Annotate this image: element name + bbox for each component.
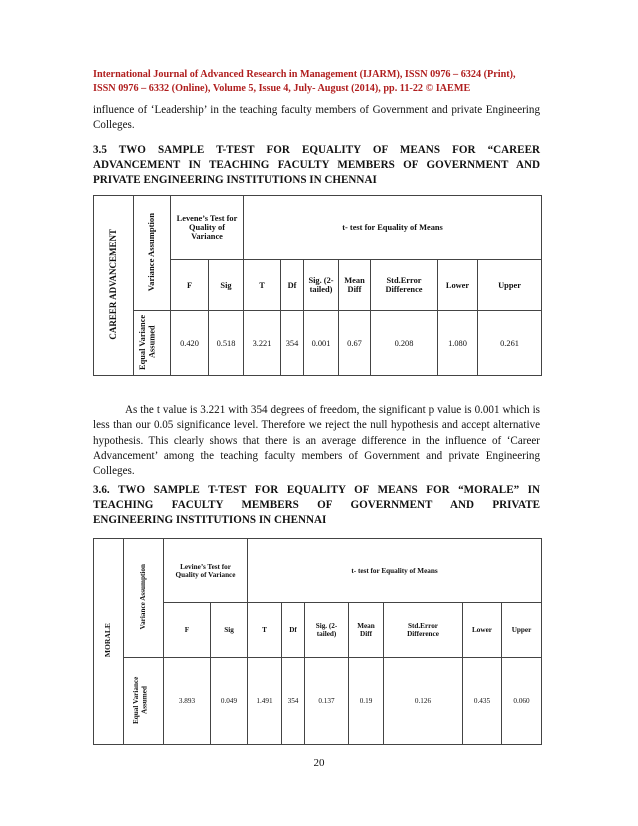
table2-value-lower: 0.435 <box>463 658 502 745</box>
table2-assumption-value: Equal Variance Assumed <box>131 676 148 724</box>
section-36-line2: TEACHING FACULTY MEMBERS OF GOVERNMENT AND PRIVATE <box>93 499 540 511</box>
morale-ttest-table <box>93 538 542 745</box>
table2-value-upper: 0.060 <box>502 658 542 745</box>
table2-col-f: F <box>164 603 211 658</box>
table2-value-std-error: 0.126 <box>384 658 463 745</box>
table2-ttest-header: t- test for Equality of Means <box>248 539 542 603</box>
table1-value-mean-diff: 0.67 <box>339 311 371 376</box>
table2-value-mean-diff: 0.19 <box>349 658 384 745</box>
table2-row-label-cell <box>94 539 124 745</box>
table1-col-std-error: Std.Error Difference <box>371 260 438 311</box>
table1-value-t: 3.221 <box>244 311 281 376</box>
career-advancement-ttest-table <box>93 195 542 376</box>
page-number: 20 <box>313 757 325 769</box>
table2-row-label: MORALE <box>103 623 113 658</box>
section-35-line3: PRIVATE ENGINEERING INSTITUTIONS IN CHENNAI <box>93 174 377 186</box>
table1-assumption-header-cell <box>134 196 171 311</box>
table1-row-label: CAREER ADVANCEMENT <box>108 229 119 340</box>
interpretation-paragraph: As the t value is 3.221 with 354 degrees of freedom, the significant p value is 0.001 which is less than our 0.05 significance level. Therefore we reject the null hypothesis and accept alternative hypothesis. This clearly shows that there is an average difference in the influence of ‘Career Advancement’ among the teaching faculty members of Government and private Engineering Colleges. <box>93 404 540 478</box>
table2-col-t: T <box>248 603 282 658</box>
section-36-line1: 3.6. TWO SAMPLE T-TEST FOR EQUALITY OF MEANS FOR “MORALE” IN <box>93 484 540 496</box>
journal-header-line2: ISSN 0976 – 6332 (Online), Volume 5, Issue 4, July- August (2014), pp. 11-22 © IAEME <box>93 83 471 94</box>
table1-col-df: Df <box>281 260 304 311</box>
table2-col-sig2: Sig. (2-tailed) <box>305 603 349 658</box>
table1-col-f: F <box>171 260 209 311</box>
table2-col-df: Df <box>282 603 305 658</box>
table2-assumption-header: Variance Assumption <box>139 564 148 630</box>
table1-row-label-cell <box>94 196 134 376</box>
table1-col-lower: Lower <box>438 260 478 311</box>
table1-col-sig: Sig <box>209 260 244 311</box>
section-36-line3: ENGINEERING INSTITUTIONS IN CHENNAI <box>93 514 327 526</box>
journal-header-line1: International Journal of Advanced Research in Management (IJARM), ISSN 0976 – 6324 (Print), <box>93 69 516 80</box>
table1-value-sig: 0.518 <box>209 311 244 376</box>
table2-assumption-value-cell <box>124 658 164 745</box>
table1-assumption-value: Equal Variance Assumed <box>138 314 157 370</box>
table2-levene-header: Levine’s Test for Quality of Variance <box>164 539 248 603</box>
journal-header <box>93 68 540 96</box>
table1-col-upper: Upper <box>478 260 542 311</box>
table2-value-df: 354 <box>282 658 305 745</box>
table1-value-df: 354 <box>281 311 304 376</box>
table1-value-std-error: 0.208 <box>371 311 438 376</box>
table2-value-f: 3.893 <box>164 658 211 745</box>
table1-value-upper: 0.261 <box>478 311 542 376</box>
table1-col-sig2: Sig. (2-tailed) <box>304 260 339 311</box>
table1-levene-header: Levene’s Test for Quality of Variance <box>171 196 244 260</box>
intro-paragraph: influence of ‘Leadership’ in the teaching faculty members of Government and private Engineering Colleges. <box>93 104 540 132</box>
table2-col-sig: Sig <box>211 603 248 658</box>
table2-value-sig: 0.049 <box>211 658 248 745</box>
table2-value-sig2: 0.137 <box>305 658 349 745</box>
section-36-heading <box>93 483 540 528</box>
table1-assumption-header: Variance Assumption <box>146 212 157 292</box>
table2-col-std-error: Std.Error Difference <box>384 603 463 658</box>
table2-col-lower: Lower <box>463 603 502 658</box>
section-35-line1: 3.5 TWO SAMPLE T-TEST FOR EQUALITY OF MEANS FOR “CAREER <box>93 144 540 156</box>
table1-value-sig2: 0.001 <box>304 311 339 376</box>
table1-value-f: 0.420 <box>171 311 209 376</box>
section-35-heading <box>93 143 540 188</box>
table1-value-lower: 1.080 <box>438 311 478 376</box>
table1-ttest-header: t- test for Equality of Means <box>244 196 542 260</box>
table1-col-t: T <box>244 260 281 311</box>
table2-value-t: 1.491 <box>248 658 282 745</box>
table2-assumption-header-cell <box>124 539 164 658</box>
section-35-line2: ADVANCEMENT IN TEACHING FACULTY MEMBERS OF GOVERNMENT AND <box>93 159 540 171</box>
table2-col-mean-diff: Mean Diff <box>349 603 384 658</box>
table1-assumption-value-cell <box>134 311 171 376</box>
table1-col-mean-diff: Mean Diff <box>339 260 371 311</box>
table2-col-upper: Upper <box>502 603 542 658</box>
